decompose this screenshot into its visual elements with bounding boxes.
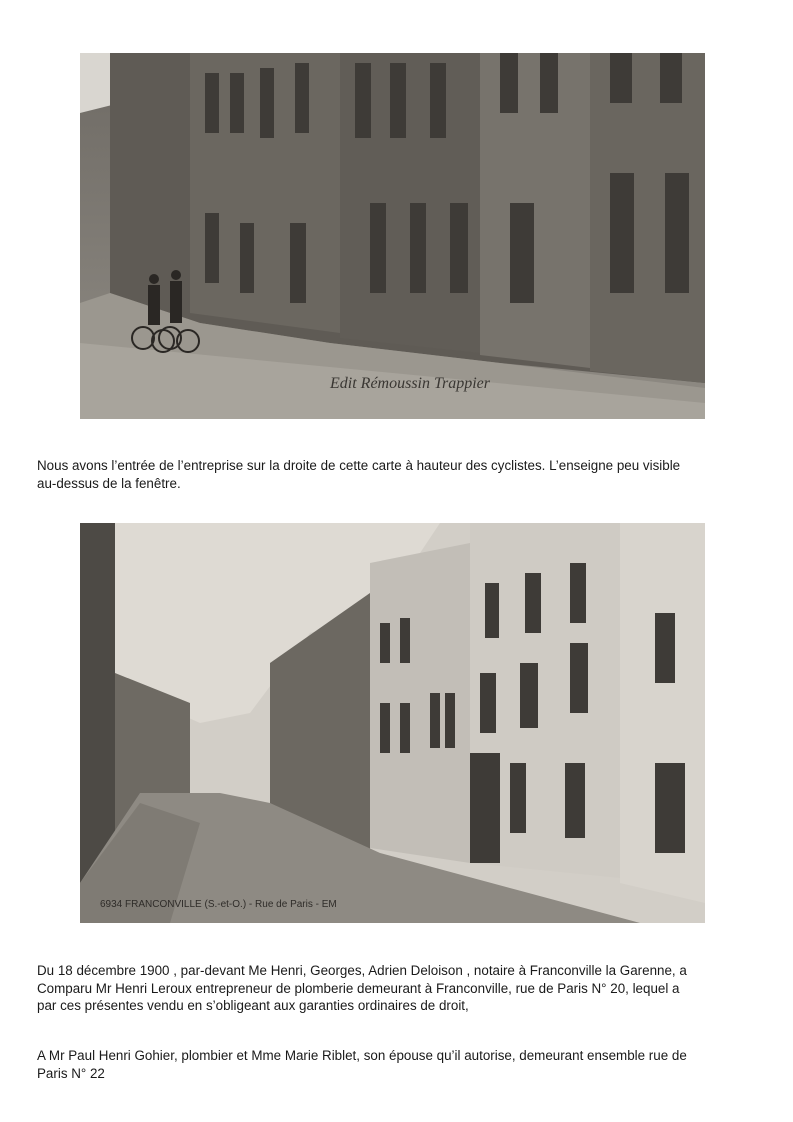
paragraph-intro xyxy=(37,457,759,492)
photo-bottom-caption: 6934 FRANCONVILLE (S.-et-O.) - Rue de Paris - EM xyxy=(100,899,337,910)
paragraph-acquereurs xyxy=(37,1047,759,1082)
paragraph-line: Comparu Mr Henri Leroux entrepreneur de plomberie demeurant à Franconville, rue de Paris N° 20, lequel a xyxy=(37,980,680,996)
paragraph-line: Paris N° 22 xyxy=(37,1065,105,1081)
photo-rue-de-paris-drawing xyxy=(80,523,705,923)
paragraph-acte xyxy=(37,962,759,1015)
photo-rue-de-paris xyxy=(80,523,705,923)
photo-top-caption: Edit Rémoussin Trappier xyxy=(330,375,491,392)
photo-street-cyclists xyxy=(80,53,705,419)
paragraph-line: A Mr Paul Henri Gohier, plombier et Mme Marie Riblet, son épouse qu’il autorise, demeurant ensemble rue de xyxy=(37,1048,687,1063)
paragraph-line: par ces présentes vendu en s’obligeant aux garanties ordinaires de droit, xyxy=(37,998,469,1013)
paragraph-line: au-dessus de la fenêtre. xyxy=(37,475,181,491)
paragraph-line: Nous avons l’entrée de l’entreprise sur la droite de cette carte à hauteur des cyclistes. L’enseigne peu visible xyxy=(37,458,681,473)
paragraph-line: Du 18 décembre 1900 , par-devant Me Henri, Georges, Adrien Deloison , notaire à Franconville la Garenne, a xyxy=(37,963,687,978)
photo-street-cyclists-drawing xyxy=(80,53,705,419)
